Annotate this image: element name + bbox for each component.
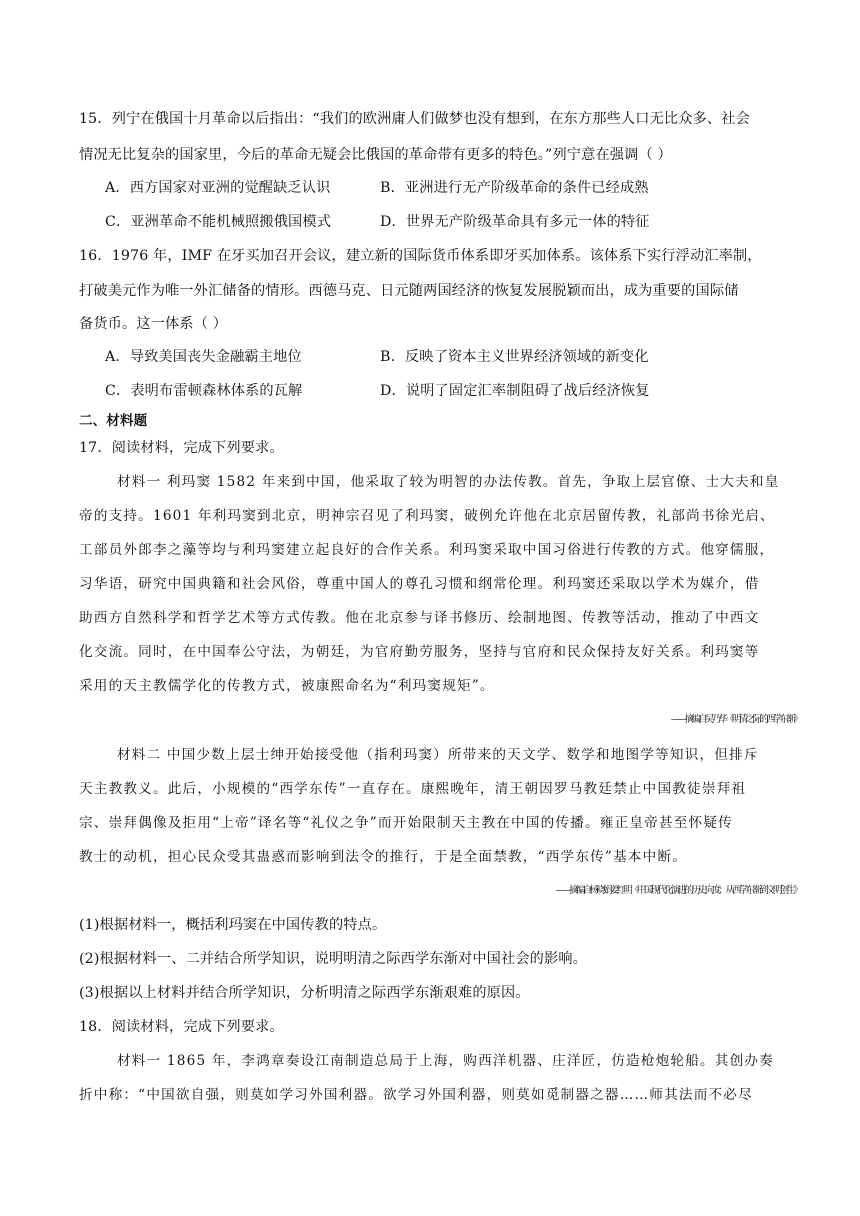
q15-option-b: B．亚洲进行无产阶级革命的条件已经成熟 <box>380 180 649 196</box>
q18-material1-line: 材料一 1865 年，李鸿章奏设江南制造总局于上海，购西洋机器、庄洋匠，仿造枪炮轮船。其创办奏 <box>117 1053 774 1069</box>
q15-stem-line-1: 15．列宁在俄国十月革命以后指出：“我们的欧洲庸人们做梦也没有想到，在东方那些人口无比众多、社会 <box>79 111 750 127</box>
q18-material1-line: 折中称：“中国欲自强，则莫如学习外国利器。欲学习外国利器，则莫如觅制器之器……师其法而不必尽 <box>79 1087 753 1103</box>
q15-stem-line-2: 情况无比复杂的国家里，今后的革命无疑会比俄国的革命带有更多的特色。”列宁意在强调（ ） <box>79 147 672 163</box>
q17-requirement-1: (1)根据材料一，概括利玛窦在中国传教的特点。 <box>79 917 387 933</box>
q17-intro: 17．阅读材料，完成下列要求。 <box>79 440 284 456</box>
q15-option-d: D．世界无产阶级革命具有多元一体的特征 <box>380 214 650 230</box>
q16-option-a: A．导致美国丧失金融霸主地位 <box>105 349 302 365</box>
q16-stem-line-2: 打破美元作为唯一外汇储备的情形。西德马克、日元随两国经济的恢复发展脱颖而出，成为重要的国际储 <box>79 283 739 299</box>
q16-option-c: C．表明布雷顿森林体系的瓦解 <box>105 383 303 399</box>
q17-material1-line: 助西方自然科学和哲学艺术等方式传教。他在北京参与译书修历、绘制地图、传教等活动，推动了中西文 <box>79 610 760 626</box>
q17-material1-line: 工部员外郎李之藻等均与利玛窦建立起良好的合作关系。利玛窦采取中国习俗进行传教的方式。他穿儒服， <box>79 542 775 558</box>
q16-stem-line-3: 备货币。这一体系（ ） <box>79 316 228 332</box>
q15-option-a: A．西方国家对亚洲的觉醒缺乏认识 <box>105 180 331 196</box>
q16-option-d: D．说明了固定汇率制阻碍了战后经济恢复 <box>380 383 650 399</box>
section-heading: 二、材料题 <box>79 413 148 429</box>
q17-material1-line: 材料一 利玛窦 1582 年来到中国，他采取了较为明智的办法传教。首先，争取上层官僚、士大夫和皇 <box>117 474 780 490</box>
q16-stem-line-1: 16．1976 年，IMF 在牙买加召开会议，建立新的国际货币体系即牙买加体系。该体系下实行浮动汇率制， <box>79 248 762 264</box>
q17-material2-line: 材料二 中国少数上层士绅开始接受他（指利玛窦）所带来的天文学、数学和地图学等知识，但排斥 <box>117 747 759 763</box>
q17-material1-line: 帝的支持。1601 年利玛窦到北京，明神宗召见了利玛窦，破例允许他在北京居留传教，礼部尚书徐光启、 <box>79 508 775 524</box>
q17-requirement-3: (3)根据以上材料并结合所学知识，分析明清之际西学东渐艰难的原因。 <box>79 985 530 1001</box>
q17-material1-line: 习华语，研究中国典籍和社会风俗，尊重中国人的尊孔习惯和纲常伦理。利玛窦还采取以学术为媒介，借 <box>79 576 760 592</box>
q17-requirement-2: (2)根据材料一、二并结合所学知识，说明明清之际西学东渐对中国社会的影响。 <box>79 951 588 967</box>
q17-material1-line: 采用的天主教儒学化的传教方式，被康熙命名为“利玛窦规矩”。 <box>79 678 495 694</box>
q18-intro: 18．阅读材料，完成下列要求。 <box>79 1019 284 1035</box>
q15-option-c: C．亚洲革命不能机械照搬俄国模式 <box>105 214 332 230</box>
q17-material1-line: 化交流。同时，在中国奉公守法，为朝廷，为官府勤劳服务，坚持与官府和民众保持友好关系。利玛窦等 <box>79 644 760 660</box>
q16-option-b: B．反映了资本主义世界经济领域的新变化 <box>380 349 649 365</box>
q17-material2-line: 宗、崇拜偶像及拒用“上帝”译名等“礼仪之争”而开始限制天主教在中国的传播。雍正皇帝甚至怀疑传 <box>79 815 733 831</box>
q17-material2-source: ——摘编自杨晓娟姜红明《中国现代化演进的历史向度：从西学东渐到文明创生》 <box>555 885 800 896</box>
q17-material2-line: 教士的动机，担心民众受其蛊惑而影响到法令的推行，于是全面禁教，“西学东传”基本中断。 <box>79 849 688 865</box>
q17-material1-source: ——摘编自吴乃华《明清之际的西学东渐》 <box>670 714 800 725</box>
q17-material2-line: 天主教教义。此后，小规模的“西学东传”一直存在。康熙晚年，清王朝因罗马教廷禁止中国教徒崇拜祖 <box>79 781 747 797</box>
